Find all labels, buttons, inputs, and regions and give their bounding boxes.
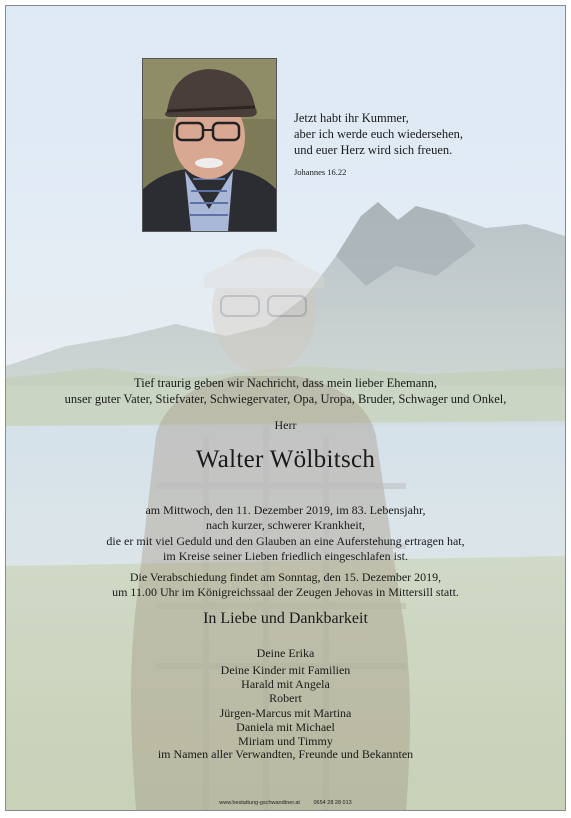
mourner-line: Harald mit Angela bbox=[241, 677, 330, 692]
mourner-line: Robert bbox=[269, 691, 302, 706]
bible-quote bbox=[294, 110, 463, 180]
announcement-intro bbox=[6, 376, 565, 407]
ceremony-line: um 11.00 Uhr im Königreichssaal der Zeugen Jehovas in Mittersill statt. bbox=[112, 585, 459, 600]
death-details bbox=[6, 503, 565, 564]
closing-phrase: In Liebe und Dankbarkeit bbox=[203, 610, 368, 627]
details-line: die er mit viel Geduld und den Glauben an eine Auferstehung ertragen hat, bbox=[106, 533, 465, 548]
ceremony-info bbox=[6, 570, 565, 601]
deceased-name: Walter Wölbitsch bbox=[195, 446, 376, 473]
intro-line: unser guter Vater, Stiefvater, Schwiegervater, Opa, Uropa, Bruder, Schwager und Onkel, bbox=[64, 391, 507, 406]
quote-line: aber ich werde euch wiedersehen, bbox=[294, 127, 464, 141]
quote-line: Jetzt habt ihr Kummer, bbox=[294, 111, 409, 125]
details-line: im Kreise seiner Lieben friedlich eingeschlafen ist. bbox=[163, 548, 408, 563]
mourner-line: Miriam und Timmy bbox=[238, 734, 333, 749]
footer-website[interactable]: www.bestattung-gschwandtner.at bbox=[219, 800, 300, 806]
details-line: nach kurzer, schwerer Krankheit, bbox=[205, 518, 366, 533]
mourner-line: Jürgen-Marcus mit Martina bbox=[219, 705, 352, 720]
mourner-wife: Deine Erika bbox=[256, 646, 315, 660]
obituary-card bbox=[5, 5, 566, 811]
salutation: Herr bbox=[274, 418, 297, 432]
quote-line: und euer Herz wird sich freuen. bbox=[294, 143, 453, 157]
details-line: am Mittwoch, den 11. Dezember 2019, im 83. Lebensjahr, bbox=[145, 503, 426, 517]
intro-line: Tief traurig geben wir Nachricht, dass mein lieber Ehemann, bbox=[134, 376, 437, 390]
footer bbox=[6, 800, 565, 806]
mourner-line: Deine Kinder mit Familien bbox=[220, 663, 351, 677]
ceremony-line: Die Verabschiedung findet am Sonntag, den 15. Dezember 2019, bbox=[129, 570, 442, 584]
mourner-relatives: im Namen aller Verwandten, Freunde und Bekannten bbox=[157, 747, 414, 761]
mourner-line: Daniela mit Michael bbox=[236, 719, 335, 734]
mourner-children bbox=[6, 663, 565, 748]
footer-phone: 0654 28 28 013 bbox=[313, 800, 352, 806]
portrait-photo bbox=[142, 58, 277, 232]
quote-reference: Johannes 16.22 bbox=[294, 167, 347, 177]
